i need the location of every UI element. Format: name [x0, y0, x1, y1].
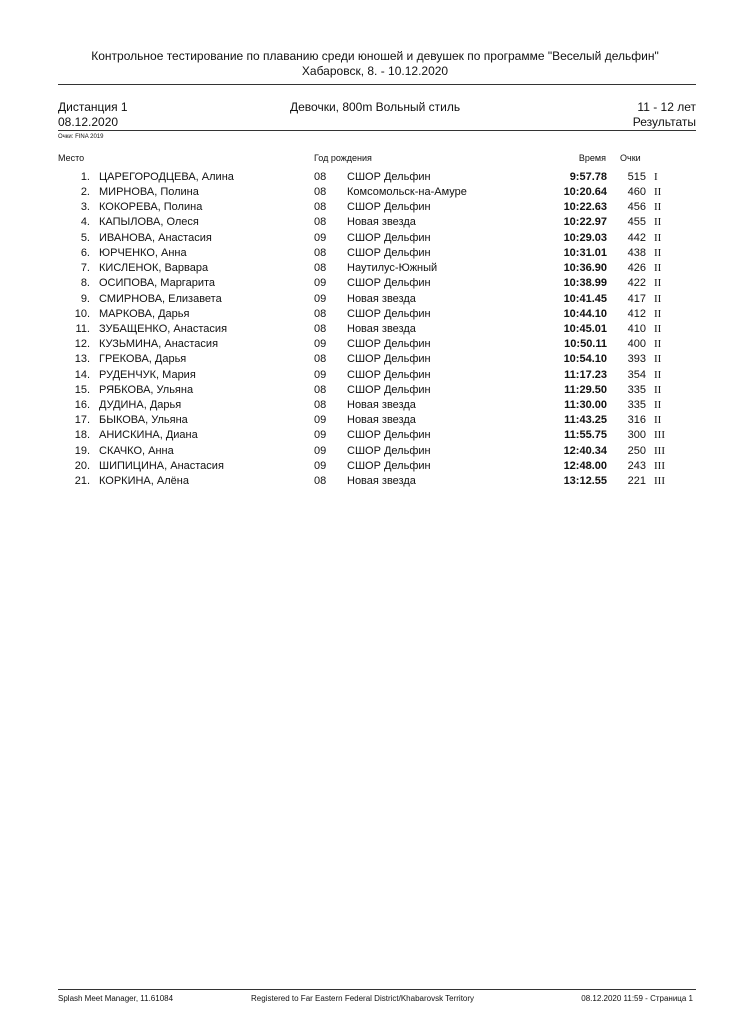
- footer-software: Splash Meet Manager, 11.61084: [58, 994, 174, 1003]
- table-row: [0, 276, 750, 291]
- footer-divider: [58, 989, 696, 990]
- result-yob: 08: [314, 399, 327, 411]
- result-points: 426: [627, 262, 646, 274]
- result-rank: II: [654, 277, 662, 289]
- result-name: ЦАРЕГОРОДЦЕВА, Алина: [99, 171, 234, 183]
- table-row: [0, 307, 750, 322]
- table-row: [0, 292, 750, 307]
- result-time: 12:40.34: [563, 445, 607, 457]
- result-place: 5.: [80, 232, 90, 244]
- result-time: 10:20.64: [563, 186, 607, 198]
- result-club: СШОР Дельфин: [347, 308, 431, 320]
- result-points: 393: [627, 353, 646, 365]
- result-name: МИРНОВА, Полина: [99, 186, 199, 198]
- result-name: КИСЛЕНОК, Варвара: [99, 262, 209, 274]
- table-row: [0, 459, 750, 474]
- result-time: 10:41.45: [563, 293, 607, 305]
- result-time: 10:54.10: [563, 353, 607, 365]
- result-place: 13.: [74, 353, 90, 365]
- result-name: ЮРЧЕНКО, Анна: [99, 247, 187, 259]
- result-club: Новая звезда: [347, 323, 416, 335]
- result-rank: II: [654, 399, 662, 411]
- result-rank: II: [654, 293, 662, 305]
- result-rank: III: [654, 445, 665, 457]
- column-header-time: Время: [578, 153, 606, 163]
- result-club: СШОР Дельфин: [347, 369, 431, 381]
- table-row: [0, 337, 750, 352]
- event-name: Девочки, 800m Вольный стиль: [290, 100, 461, 114]
- result-club: Наутилус-Южный: [347, 262, 438, 274]
- result-time: 11:43.25: [564, 414, 607, 426]
- column-header-yob: Год рождения: [314, 153, 372, 163]
- result-time: 10:44.10: [563, 308, 607, 320]
- result-time: 10:22.63: [563, 201, 607, 213]
- result-club: СШОР Дельфин: [347, 353, 431, 365]
- result-time: 10:50.11: [564, 338, 607, 350]
- result-club: СШОР Дельфин: [347, 338, 431, 350]
- result-place: 15.: [74, 384, 90, 396]
- result-club: СШОР Дельфин: [347, 247, 431, 259]
- result-rank: II: [654, 414, 662, 426]
- result-yob: 09: [314, 277, 327, 289]
- table-row: [0, 368, 750, 383]
- result-name: ГРЕКОВА, Дарья: [99, 353, 187, 365]
- result-club: СШОР Дельфин: [347, 232, 431, 244]
- result-points: 335: [627, 399, 646, 411]
- result-place: 6.: [80, 247, 90, 259]
- table-row: [0, 246, 750, 261]
- result-points: 460: [627, 186, 646, 198]
- result-rank: II: [654, 216, 662, 228]
- result-points: 455: [627, 216, 646, 228]
- result-place: 20.: [74, 460, 90, 472]
- result-yob: 08: [314, 353, 327, 365]
- result-time: 12:48.00: [563, 460, 607, 472]
- result-yob: 08: [314, 247, 327, 259]
- result-name: РЯБКОВА, Ульяна: [99, 384, 194, 396]
- result-points: 412: [627, 308, 646, 320]
- event-result-type: Результаты: [632, 115, 696, 129]
- result-name: КОКОРЕВА, Полина: [99, 201, 203, 213]
- result-rank: II: [654, 201, 662, 213]
- result-rank: II: [654, 247, 662, 259]
- result-name: СМИРНОВА, Елизавета: [99, 293, 222, 305]
- result-club: Новая звезда: [347, 475, 416, 487]
- result-yob: 08: [314, 308, 327, 320]
- result-place: 12.: [74, 338, 90, 350]
- result-name: СКАЧКО, Анна: [99, 445, 174, 457]
- result-yob: 08: [314, 186, 327, 198]
- document-title: Контрольное тестирование по плаванию среди юношей и девушек по программе "Веселый дельфин": [91, 49, 659, 63]
- result-points: 300: [627, 429, 646, 441]
- result-time: 9:57.78: [569, 171, 607, 183]
- result-time: 10:22.97: [563, 216, 607, 228]
- result-yob: 08: [314, 384, 327, 396]
- result-yob: 08: [314, 262, 327, 274]
- result-time: 11:17.23: [564, 369, 607, 381]
- table-row: [0, 383, 750, 398]
- result-rank: II: [654, 186, 662, 198]
- result-place: 8.: [80, 277, 90, 289]
- result-time: 13:12.55: [563, 475, 607, 487]
- document-subtitle: Хабаровск, 8. - 10.12.2020: [301, 64, 449, 78]
- result-yob: 09: [314, 338, 327, 350]
- result-points: 221: [627, 475, 646, 487]
- result-name: БЫКОВА, Ульяна: [99, 414, 188, 426]
- result-name: ШИПИЦИНА, Анастасия: [99, 460, 224, 472]
- column-header-points: Очки: [620, 153, 641, 163]
- result-place: 16.: [74, 399, 90, 411]
- result-name: АНИСКИНА, Диана: [99, 429, 198, 441]
- result-place: 4.: [80, 216, 90, 228]
- result-name: РУДЕНЧУК, Мария: [99, 369, 196, 381]
- result-time: 10:45.01: [563, 323, 607, 335]
- result-points: 422: [627, 277, 646, 289]
- result-place: 14.: [74, 369, 90, 381]
- result-rank: I: [654, 171, 658, 183]
- table-row: [0, 200, 750, 215]
- result-club: СШОР Дельфин: [347, 277, 431, 289]
- result-club: СШОР Дельфин: [347, 445, 431, 457]
- result-place: 11.: [75, 323, 90, 335]
- result-time: 10:36.90: [563, 262, 607, 274]
- result-name: ИВАНОВА, Анастасия: [99, 232, 212, 244]
- result-time: 10:31.01: [563, 247, 607, 259]
- event-date: 08.12.2020: [58, 115, 119, 129]
- result-yob: 09: [314, 369, 327, 381]
- table-row: [0, 322, 750, 337]
- result-yob: 08: [314, 475, 327, 487]
- result-club: СШОР Дельфин: [347, 429, 431, 441]
- result-name: ОСИПОВА, Маргарита: [99, 277, 215, 289]
- result-points: 410: [627, 323, 646, 335]
- result-yob: 09: [314, 414, 327, 426]
- result-club: Новая звезда: [347, 293, 416, 305]
- result-club: Комсомольск-на-Амуре: [347, 186, 467, 198]
- result-yob: 09: [314, 429, 327, 441]
- result-rank: II: [654, 338, 662, 350]
- table-row: [0, 170, 750, 185]
- result-club: Новая звезда: [347, 216, 416, 228]
- result-yob: 09: [314, 232, 327, 244]
- table-row: [0, 185, 750, 200]
- result-rank: II: [654, 308, 662, 320]
- result-points: 400: [627, 338, 646, 350]
- result-club: Новая звезда: [347, 414, 416, 426]
- result-yob: 09: [314, 445, 327, 457]
- footer-registered: Registered to Far Eastern Federal District/Khabarovsk Territory: [251, 994, 475, 1003]
- result-place: 9.: [80, 293, 90, 305]
- result-points: 515: [627, 171, 646, 183]
- result-points: 316: [627, 414, 646, 426]
- result-time: 10:38.99: [563, 277, 607, 289]
- result-points: 243: [627, 460, 646, 472]
- result-club: СШОР Дельфин: [347, 460, 431, 472]
- table-row: [0, 444, 750, 459]
- result-rank: II: [654, 323, 662, 335]
- result-place: 2.: [80, 186, 90, 198]
- result-name: КАПЫЛОВА, Олеся: [99, 216, 199, 228]
- footer-page: 08.12.2020 11:59 - Страница 1: [581, 994, 693, 1003]
- result-time: 11:30.00: [564, 399, 607, 411]
- result-yob: 09: [314, 460, 327, 472]
- result-club: Новая звезда: [347, 399, 416, 411]
- result-name: ЗУБАЩЕНКО, Анастасия: [99, 323, 228, 335]
- header-divider: [58, 84, 696, 85]
- result-place: 1.: [80, 171, 90, 183]
- points-note: Очки: FINA 2019: [58, 134, 104, 140]
- result-yob: 08: [314, 201, 327, 213]
- result-place: 7.: [80, 262, 90, 274]
- result-place: 17.: [74, 414, 90, 426]
- result-club: СШОР Дельфин: [347, 384, 431, 396]
- result-rank: II: [654, 262, 662, 274]
- result-time: 11:55.75: [564, 429, 607, 441]
- result-place: 19.: [74, 445, 90, 457]
- result-rank: II: [654, 384, 662, 396]
- result-place: 18.: [74, 429, 90, 441]
- result-club: СШОР Дельфин: [347, 171, 431, 183]
- result-name: КОРКИНА, Алёна: [99, 475, 189, 487]
- table-row: [0, 413, 750, 428]
- result-place: 10.: [74, 308, 90, 320]
- column-header-place: Место: [58, 153, 85, 163]
- event-age-group: 11 - 12 лет: [637, 100, 696, 114]
- result-name: ДУДИНА, Дарья: [99, 399, 182, 411]
- result-points: 442: [627, 232, 646, 244]
- result-points: 456: [627, 201, 646, 213]
- result-points: 438: [627, 247, 646, 259]
- result-yob: 09: [314, 293, 327, 305]
- table-row: [0, 231, 750, 246]
- result-rank: III: [654, 429, 665, 441]
- table-row: [0, 215, 750, 230]
- result-club: СШОР Дельфин: [347, 201, 431, 213]
- result-rank: II: [654, 232, 662, 244]
- result-time: 11:29.50: [564, 384, 607, 396]
- table-row: [0, 261, 750, 276]
- result-name: МАРКОВА, Дарья: [99, 308, 190, 320]
- result-place: 3.: [80, 201, 90, 213]
- result-points: 417: [627, 293, 646, 305]
- table-row: [0, 474, 750, 489]
- table-row: [0, 428, 750, 443]
- result-points: 335: [627, 384, 646, 396]
- result-name: КУЗЬМИНА, Анастасия: [99, 338, 219, 350]
- result-points: 354: [627, 369, 646, 381]
- event-divider: [58, 130, 696, 131]
- result-yob: 08: [314, 323, 327, 335]
- result-points: 250: [627, 445, 646, 457]
- table-row: [0, 352, 750, 367]
- table-row: [0, 398, 750, 413]
- result-rank: II: [654, 369, 662, 381]
- result-time: 10:29.03: [563, 232, 607, 244]
- event-distance: Дистанция 1: [58, 100, 128, 114]
- result-rank: III: [654, 460, 665, 472]
- result-yob: 08: [314, 171, 327, 183]
- result-yob: 08: [314, 216, 327, 228]
- result-rank: III: [654, 475, 665, 487]
- result-rank: II: [654, 353, 662, 365]
- result-place: 21.: [74, 475, 90, 487]
